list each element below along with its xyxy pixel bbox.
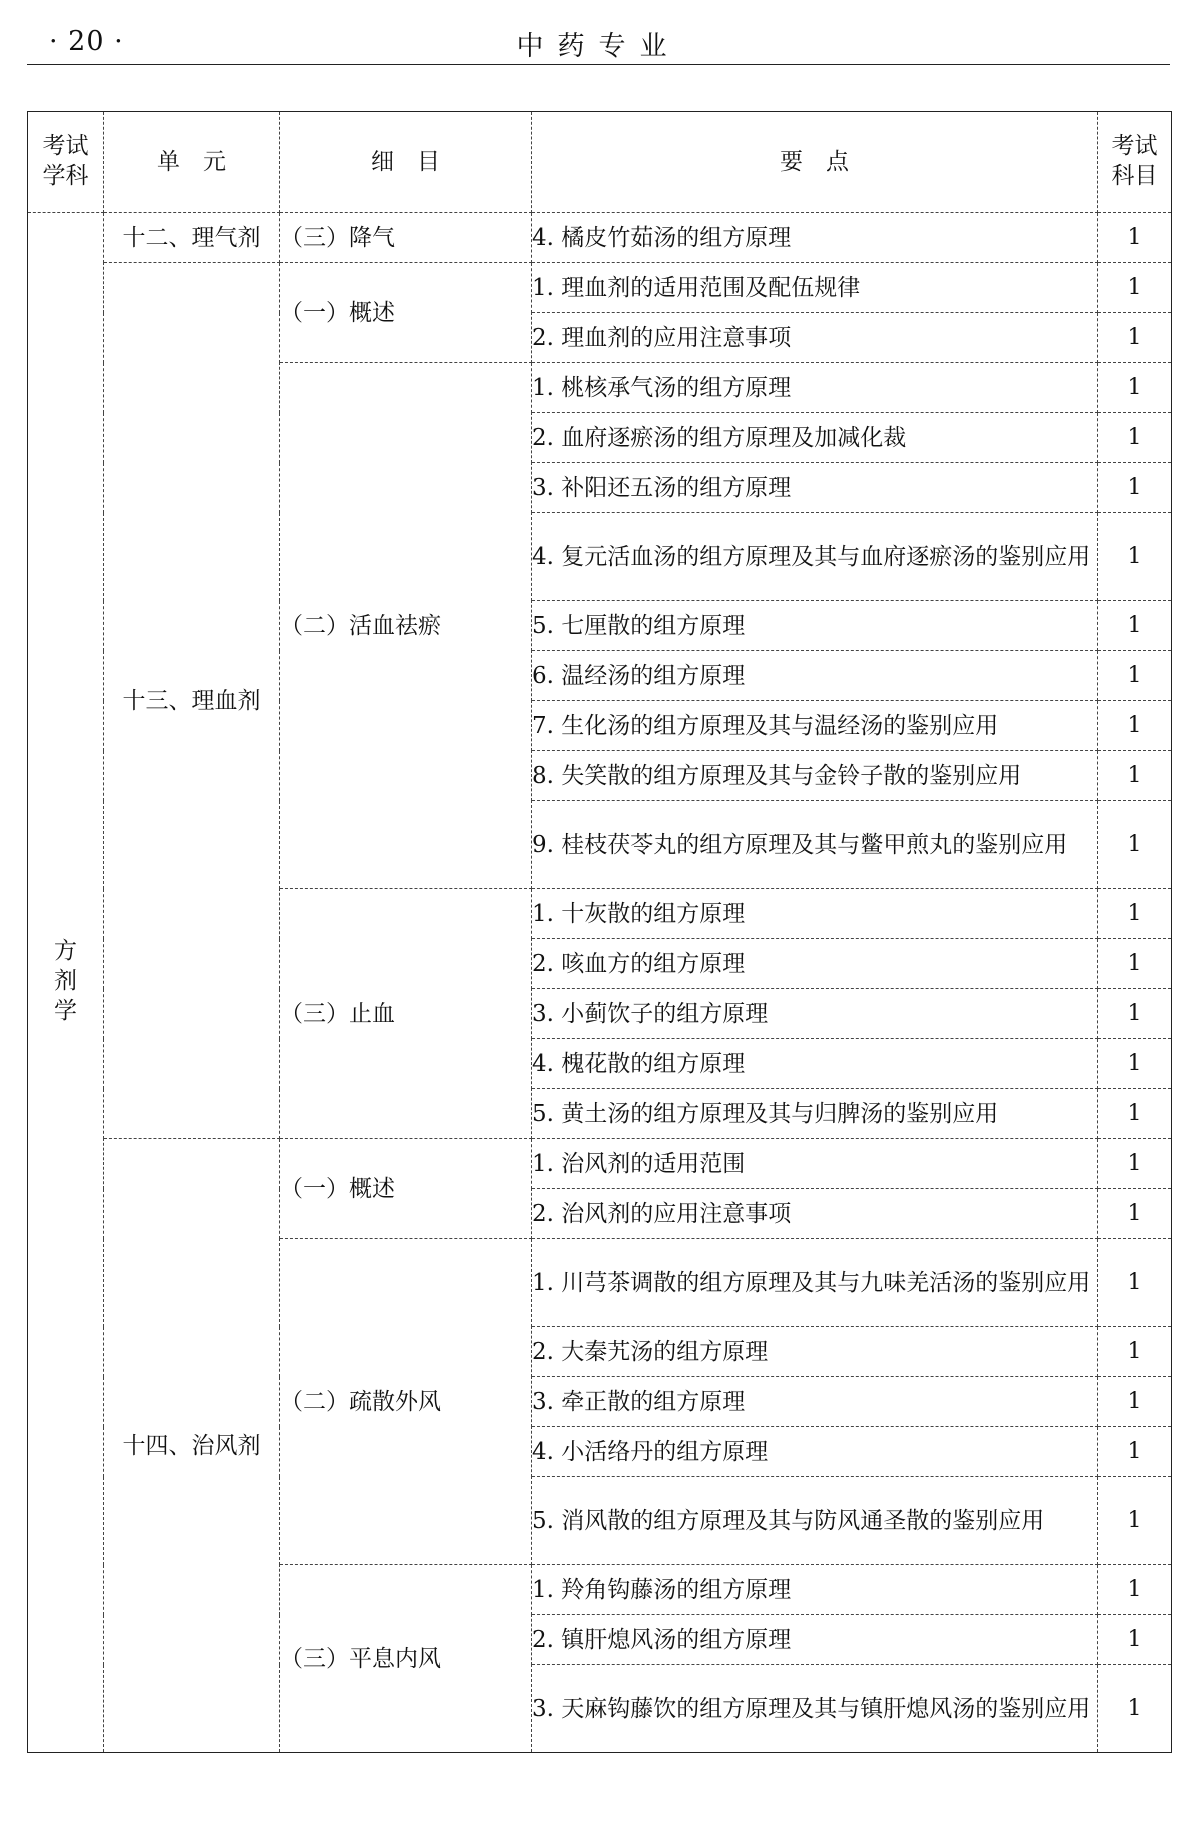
point-cell: 6. 温经汤的组方原理 <box>532 651 1098 701</box>
point-cell: 1. 羚角钩藤汤的组方原理 <box>532 1565 1098 1615</box>
code-cell: 1 <box>1098 651 1172 701</box>
detail-cell: （二）活血祛瘀 <box>280 363 532 889</box>
point-cell: 3. 补阳还五汤的组方原理 <box>532 463 1098 513</box>
point-cell: 4. 橘皮竹茹汤的组方原理 <box>532 213 1098 263</box>
code-cell: 1 <box>1098 1189 1172 1239</box>
col-header-points: 要 点 <box>532 112 1098 213</box>
code-cell: 1 <box>1098 363 1172 413</box>
code-cell: 1 <box>1098 263 1172 313</box>
unit-cell: 十四、治风剂 <box>104 1139 280 1753</box>
code-cell: 1 <box>1098 1139 1172 1189</box>
table-header-row <box>28 112 1172 213</box>
unit-cell: 十二、理气剂 <box>104 213 280 263</box>
code-cell: 1 <box>1098 989 1172 1039</box>
code-cell: 1 <box>1098 213 1172 263</box>
code-cell: 1 <box>1098 1665 1172 1753</box>
running-title: 中药专业 <box>516 31 681 62</box>
code-cell: 1 <box>1098 1477 1172 1565</box>
detail-cell: （三）止血 <box>280 889 532 1139</box>
code-cell: 1 <box>1098 751 1172 801</box>
point-cell: 2. 大秦艽汤的组方原理 <box>532 1327 1098 1377</box>
page-number: · 20 · <box>49 26 124 57</box>
code-cell: 1 <box>1098 413 1172 463</box>
syllabus-table <box>27 111 1172 1753</box>
code-cell: 1 <box>1098 1239 1172 1327</box>
code-cell: 1 <box>1098 1427 1172 1477</box>
point-cell: 5. 消风散的组方原理及其与防风通圣散的鉴别应用 <box>532 1477 1098 1565</box>
point-cell: 4. 复元活血汤的组方原理及其与血府逐瘀汤的鉴别应用 <box>532 513 1098 601</box>
point-cell: 3. 牵正散的组方原理 <box>532 1377 1098 1427</box>
code-cell: 1 <box>1098 601 1172 651</box>
detail-cell: （三）降气 <box>280 213 532 263</box>
point-cell: 1. 桃核承气汤的组方原理 <box>532 363 1098 413</box>
point-cell: 2. 血府逐瘀汤的组方原理及加减化裁 <box>532 413 1098 463</box>
col-header-code: 考试科目 <box>1098 112 1172 213</box>
code-cell: 1 <box>1098 313 1172 363</box>
table-row <box>28 1139 1172 1189</box>
col-header-unit: 单 元 <box>104 112 280 213</box>
code-cell: 1 <box>1098 939 1172 989</box>
code-cell: 1 <box>1098 801 1172 889</box>
code-cell: 1 <box>1098 1565 1172 1615</box>
page-header <box>27 18 1170 65</box>
point-cell: 8. 失笑散的组方原理及其与金铃子散的鉴别应用 <box>532 751 1098 801</box>
code-cell: 1 <box>1098 701 1172 751</box>
point-cell: 2. 理血剂的应用注意事项 <box>532 313 1098 363</box>
point-cell: 3. 天麻钩藤饮的组方原理及其与镇肝熄风汤的鉴别应用 <box>532 1665 1098 1753</box>
point-cell: 4. 小活络丹的组方原理 <box>532 1427 1098 1477</box>
detail-cell: （一）概述 <box>280 263 532 363</box>
code-cell: 1 <box>1098 463 1172 513</box>
point-cell: 2. 治风剂的应用注意事项 <box>532 1189 1098 1239</box>
detail-cell: （三）平息内风 <box>280 1565 532 1753</box>
detail-cell: （一）概述 <box>280 1139 532 1239</box>
point-cell: 7. 生化汤的组方原理及其与温经汤的鉴别应用 <box>532 701 1098 751</box>
col-header-subject: 考试学科 <box>28 112 104 213</box>
table-row <box>28 213 1172 263</box>
code-cell: 1 <box>1098 1089 1172 1139</box>
code-cell: 1 <box>1098 889 1172 939</box>
code-cell: 1 <box>1098 1377 1172 1427</box>
point-cell: 3. 小蓟饮子的组方原理 <box>532 989 1098 1039</box>
code-cell: 1 <box>1098 1615 1172 1665</box>
table-row <box>28 263 1172 313</box>
point-cell: 1. 川芎茶调散的组方原理及其与九味羌活汤的鉴别应用 <box>532 1239 1098 1327</box>
point-cell: 2. 镇肝熄风汤的组方原理 <box>532 1615 1098 1665</box>
point-cell: 5. 七厘散的组方原理 <box>532 601 1098 651</box>
col-header-detail: 细 目 <box>280 112 532 213</box>
code-cell: 1 <box>1098 1327 1172 1377</box>
code-cell: 1 <box>1098 1039 1172 1089</box>
point-cell: 1. 治风剂的适用范围 <box>532 1139 1098 1189</box>
code-cell: 1 <box>1098 513 1172 601</box>
point-cell: 1. 理血剂的适用范围及配伍规律 <box>532 263 1098 313</box>
point-cell: 9. 桂枝茯苓丸的组方原理及其与鳖甲煎丸的鉴别应用 <box>532 801 1098 889</box>
point-cell: 2. 咳血方的组方原理 <box>532 939 1098 989</box>
point-cell: 4. 槐花散的组方原理 <box>532 1039 1098 1089</box>
detail-cell: （二）疏散外风 <box>280 1239 532 1565</box>
point-cell: 5. 黄土汤的组方原理及其与归脾汤的鉴别应用 <box>532 1089 1098 1139</box>
subject-cell: 方剂学 <box>28 213 104 1753</box>
point-cell: 1. 十灰散的组方原理 <box>532 889 1098 939</box>
unit-cell: 十三、理血剂 <box>104 263 280 1139</box>
